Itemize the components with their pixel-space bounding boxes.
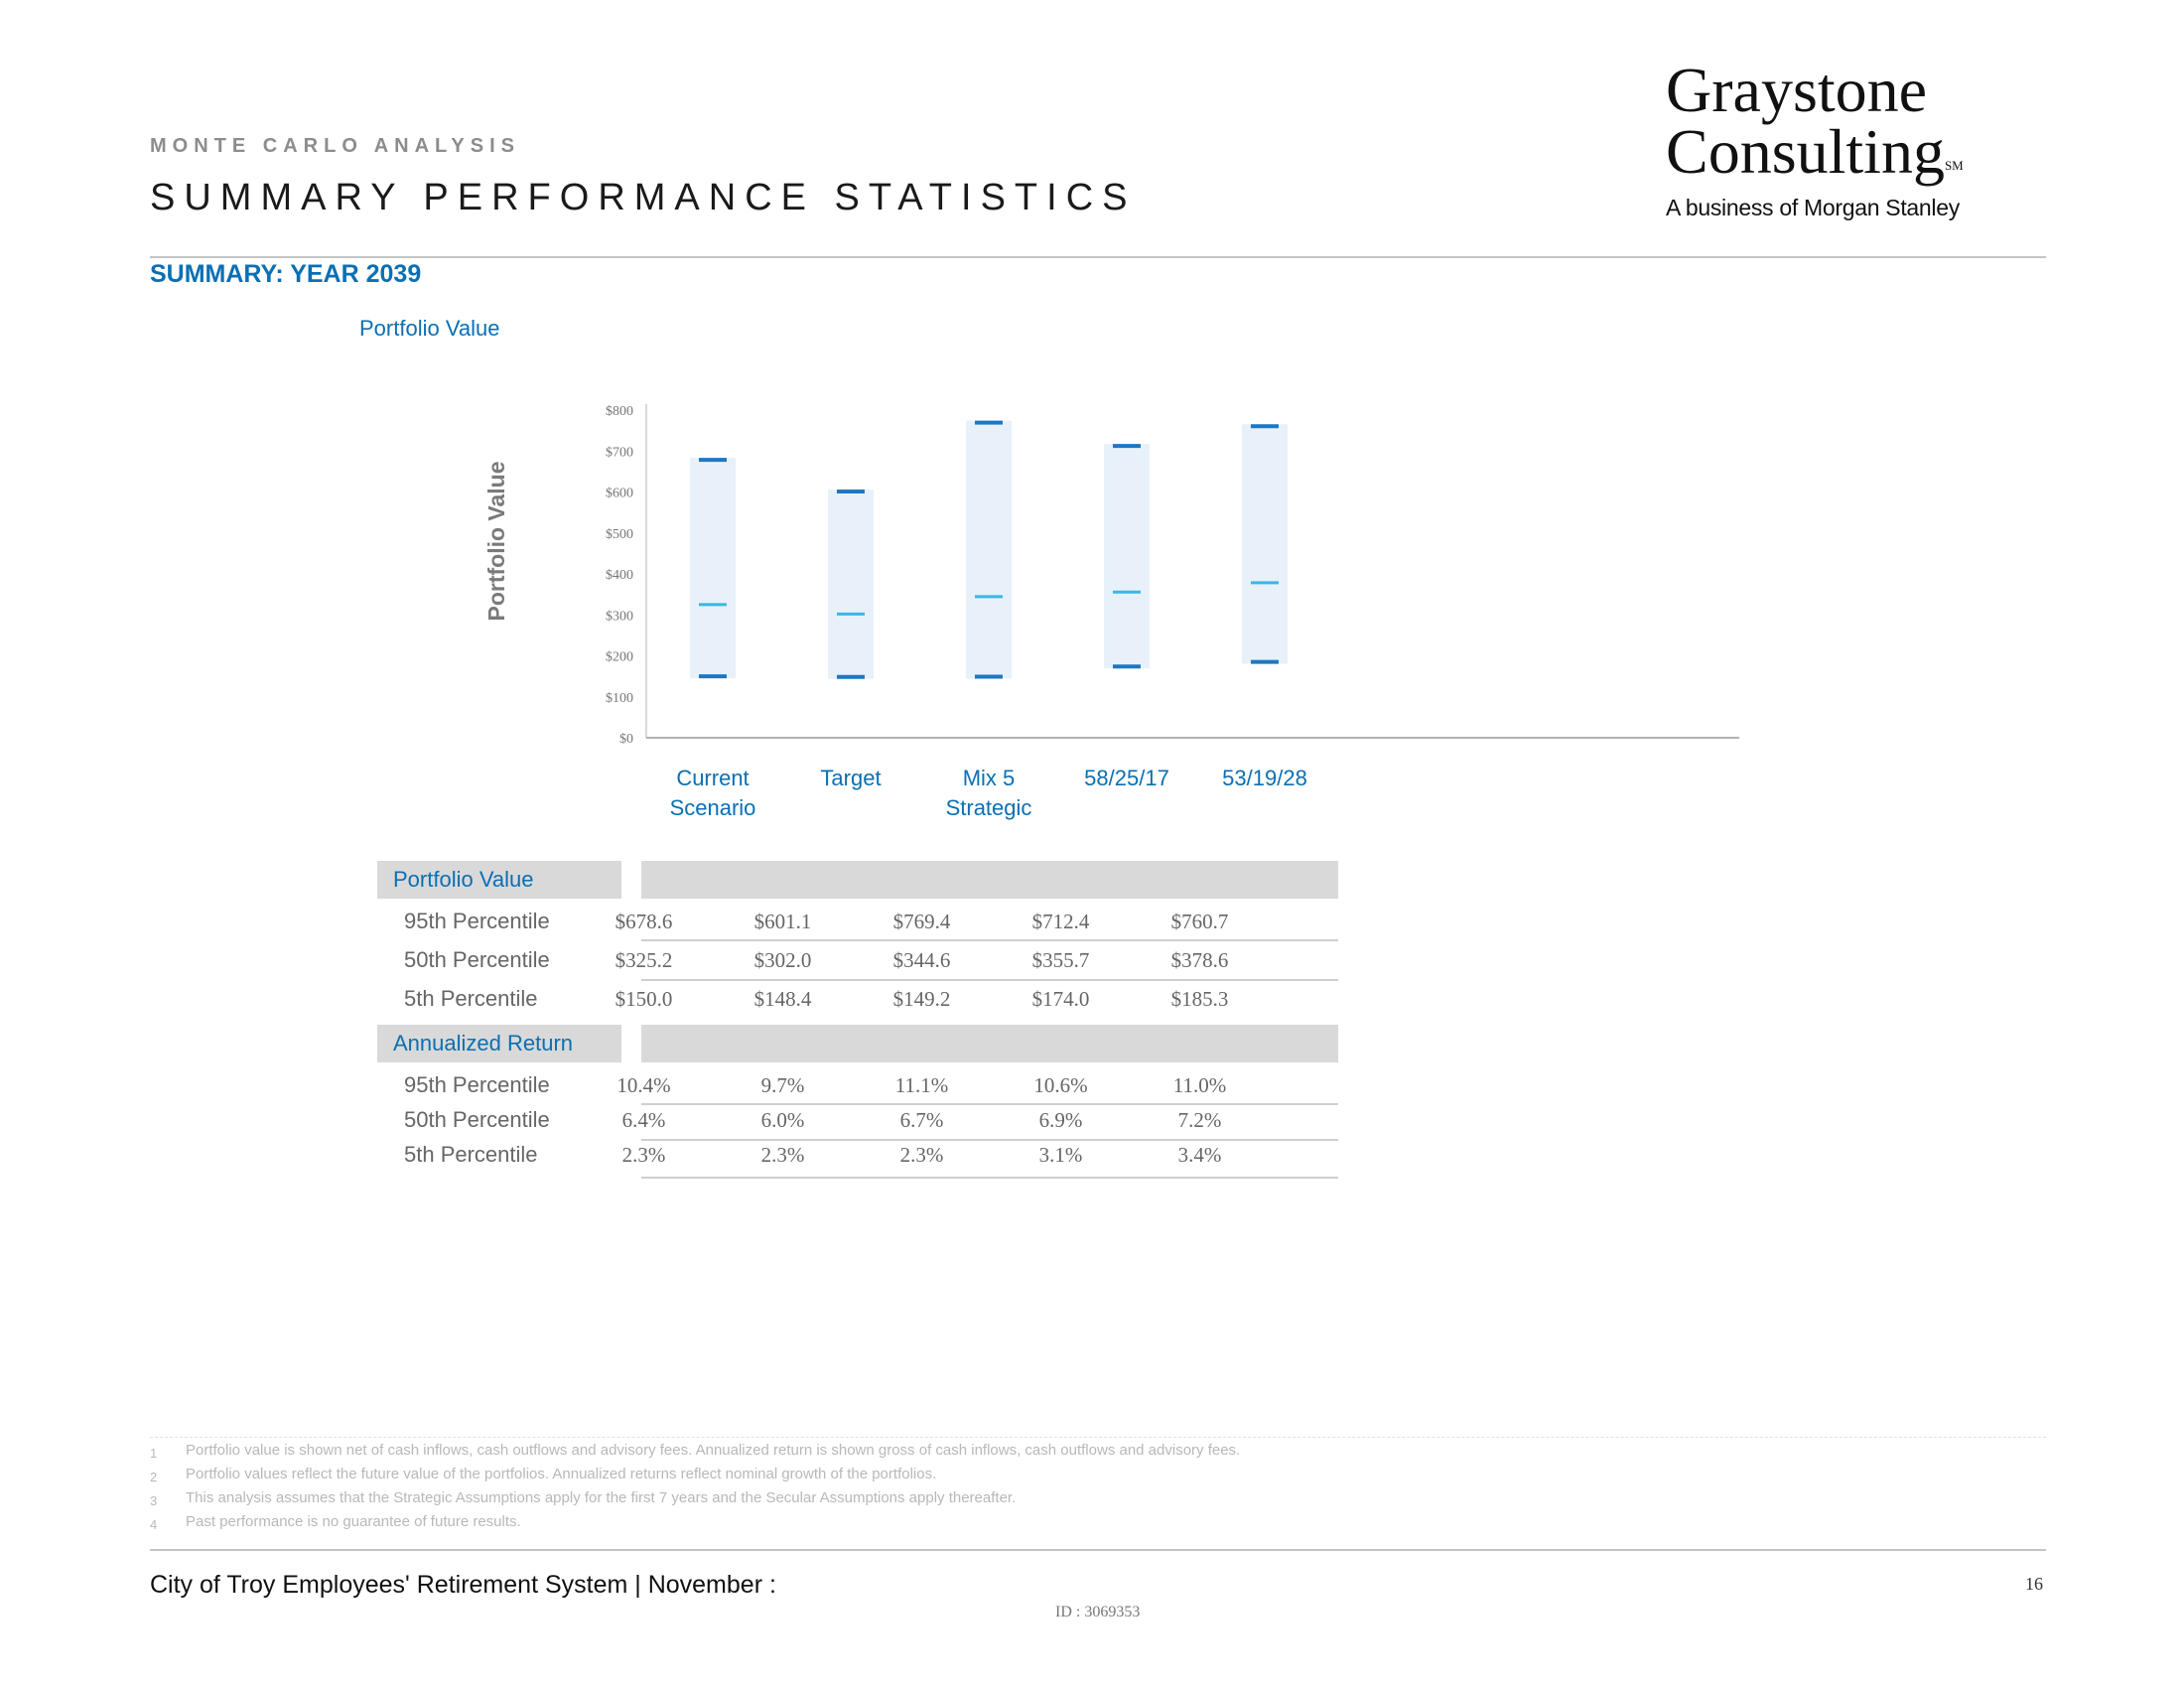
x-category-label: Scenario — [669, 795, 756, 820]
footnote-text: Past performance is no guarantee of future results. — [186, 1513, 521, 1530]
header-divider — [150, 256, 2046, 258]
document-id: ID : 3069353 — [1055, 1604, 1141, 1620]
table-cell: 10.6% — [1033, 1073, 1088, 1097]
chart-title: Portfolio Value — [359, 316, 500, 341]
table-cell: $760.7 — [1170, 910, 1229, 933]
table-section-band — [641, 861, 1338, 899]
table-cell: 6.0% — [760, 1108, 805, 1132]
table-row-label: 50th Percentile — [404, 947, 550, 972]
table-cell: $769.4 — [892, 910, 951, 933]
x-category-label: Mix 5 — [962, 766, 1016, 790]
footer-client-text: City of Troy Employees' Retirement System | November : — [150, 1571, 776, 1599]
table-cell: 6.7% — [899, 1108, 944, 1132]
table-section-header — [377, 861, 621, 899]
x-category-label: 53/19/28 — [1222, 766, 1307, 790]
table-cell: 2.3% — [621, 1143, 666, 1167]
footnote-number: 4 — [150, 1517, 158, 1532]
table-cell: 11.1% — [894, 1073, 949, 1097]
footnote — [150, 1513, 2036, 1537]
table-cell: 7.2% — [1177, 1108, 1222, 1132]
x-category-label: Target — [820, 766, 882, 790]
y-tick-label: $100 — [606, 690, 633, 706]
table-section-label: Annualized Return — [393, 1031, 574, 1055]
table-cell: $678.6 — [614, 910, 673, 933]
footnote-number: 1 — [150, 1446, 158, 1461]
footnote-divider — [150, 1437, 2046, 1438]
table-cell: $378.6 — [1170, 948, 1229, 972]
y-tick-label: $0 — [619, 732, 633, 747]
table-cell: $601.1 — [753, 910, 812, 933]
table-cell: $148.4 — [753, 987, 812, 1011]
table-section-band — [641, 1025, 1338, 1062]
footnote-number: 3 — [150, 1493, 158, 1508]
y-tick-label: $300 — [606, 609, 633, 625]
portfolio-value-chart — [437, 392, 1767, 829]
footnote-number: 2 — [150, 1470, 158, 1484]
table-row-divider — [641, 939, 1338, 941]
x-category-label: Current — [676, 766, 750, 790]
logo-service-mark: SM — [1944, 158, 1964, 173]
table-cell: 6.9% — [1038, 1108, 1083, 1132]
table-row-divider — [641, 1103, 1338, 1105]
logo-line-2: Consulting — [1666, 116, 1945, 187]
table-row-label: 95th Percentile — [404, 1072, 550, 1097]
footer-divider — [150, 1549, 2046, 1551]
table-section-label: Portfolio Value — [393, 867, 534, 892]
table-cell: 10.4% — [616, 1073, 671, 1097]
y-tick-label: $200 — [606, 649, 633, 665]
logo-tagline: A business of Morgan Stanley — [1666, 195, 1960, 220]
table-row-label: 50th Percentile — [404, 1107, 550, 1132]
table-cell: $344.6 — [892, 948, 951, 972]
footnote-text: Portfolio value is shown net of cash inflows, cash outflows and advisory fees. Annualized return is shown gross of cash inflows, cash outflows and advisory fees. — [186, 1442, 1241, 1459]
table-section-header — [377, 1025, 621, 1062]
table-row-divider — [641, 1177, 1338, 1179]
table-cell: $185.3 — [1170, 987, 1229, 1011]
y-axis-title: Portfolio Value — [483, 461, 509, 622]
footnotes — [150, 1442, 2036, 1537]
y-tick-label: $600 — [606, 486, 633, 501]
table-cell: $302.0 — [753, 948, 812, 972]
table-row-divider — [641, 979, 1338, 981]
table-cell: $355.7 — [1031, 948, 1090, 972]
table-row-label: 95th Percentile — [404, 909, 550, 933]
table-cell: 6.4% — [621, 1108, 666, 1132]
logo-line-1: Graystone — [1666, 55, 1928, 125]
y-tick-label: $500 — [606, 526, 633, 542]
page-number: 16 — [2025, 1574, 2043, 1594]
y-tick-label: $800 — [606, 404, 633, 419]
range-bar — [1104, 444, 1150, 668]
table-row-label: 5th Percentile — [404, 1142, 538, 1167]
footnote-text: Portfolio values reflect the future value of the portfolios. Annualized returns reflect nominal growth of the portfolios. — [186, 1466, 937, 1482]
table-row-label: 5th Percentile — [404, 986, 538, 1011]
table-cell: $325.2 — [614, 948, 673, 972]
footnote — [150, 1489, 2036, 1513]
x-category-label: Strategic — [945, 795, 1032, 820]
footnote — [150, 1442, 2036, 1466]
range-bar — [1242, 424, 1288, 663]
footnote-text: This analysis assumes that the Strategic Assumptions apply for the first 7 years and the Secular Assumptions apply thereafter. — [186, 1489, 1017, 1506]
table-cell: $149.2 — [892, 987, 951, 1011]
summary-subtitle: SUMMARY: YEAR 2039 — [150, 260, 422, 288]
graystone-logo — [1666, 55, 1993, 228]
section-kicker: MONTE CARLO ANALYSIS — [150, 135, 520, 157]
range-bar — [966, 421, 1012, 679]
table-cell: 2.3% — [760, 1143, 805, 1167]
y-tick-label: $400 — [606, 568, 633, 583]
table-cell: 11.0% — [1172, 1073, 1227, 1097]
table-cell: 9.7% — [760, 1073, 805, 1097]
range-bar — [828, 490, 874, 679]
range-bar — [690, 458, 736, 678]
footnote — [150, 1466, 2036, 1489]
table-cell: $150.0 — [614, 987, 673, 1011]
table-cell: $712.4 — [1031, 910, 1090, 933]
table-cell: 3.1% — [1038, 1143, 1083, 1167]
table-cell: 2.3% — [899, 1143, 944, 1167]
x-category-label: 58/25/17 — [1084, 766, 1169, 790]
table-cell: $174.0 — [1031, 987, 1090, 1011]
page-title: SUMMARY PERFORMANCE STATISTICS — [150, 177, 1137, 218]
y-tick-label: $700 — [606, 445, 633, 461]
table-cell: 3.4% — [1177, 1143, 1222, 1167]
table-row-divider — [641, 1139, 1338, 1141]
